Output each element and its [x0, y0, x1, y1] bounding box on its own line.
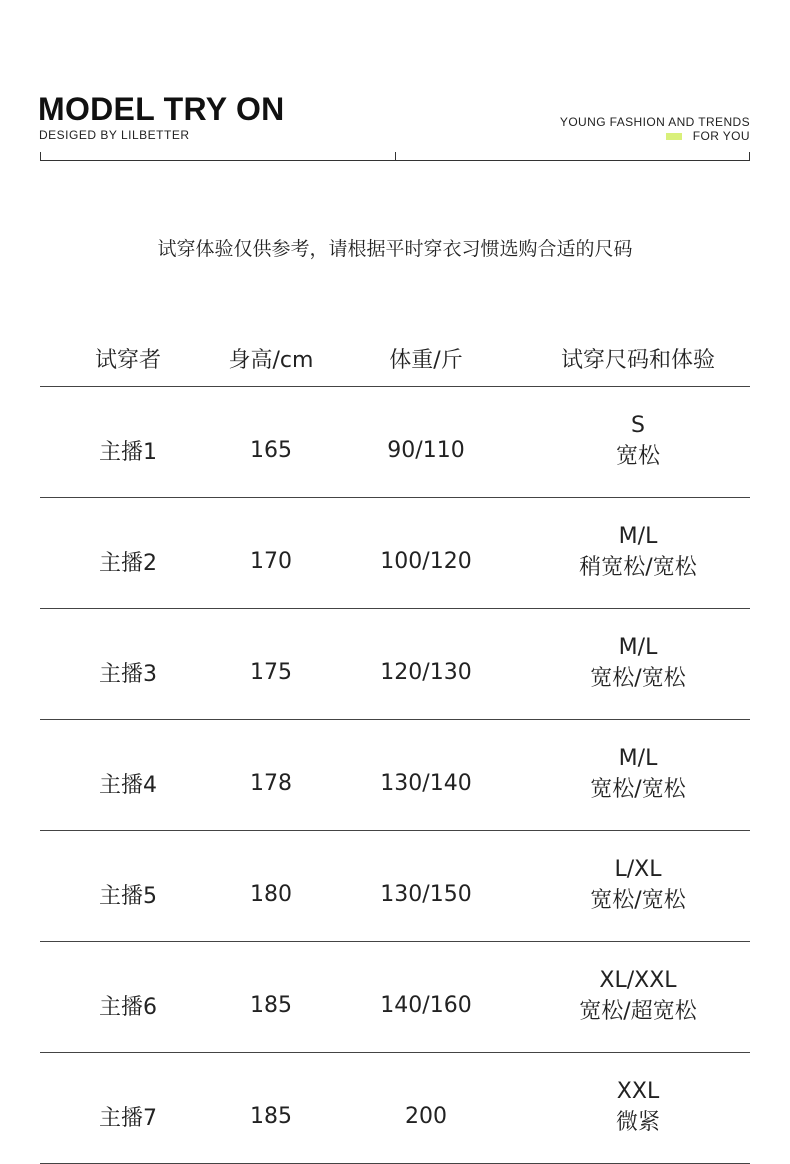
size-notice: 试穿体验仅供参考，请根据平时穿衣习惯选购合适的尺码 [157, 238, 633, 260]
tester-name: 主播7 [40, 1053, 216, 1164]
fit-value: 微紧 [615, 1110, 660, 1135]
column-header-weight: 体重/斤 [326, 330, 526, 387]
page-title: MODEL TRY ON [38, 91, 285, 127]
size-value: XXL [616, 1079, 660, 1105]
height-value: 178 [216, 720, 326, 831]
size-fit-cell [526, 387, 750, 498]
size-value: M/L [618, 746, 658, 772]
accent-bar [666, 133, 682, 140]
table-row [40, 720, 750, 831]
designer-credit: DESIGED BY LILBETTER [39, 128, 190, 142]
column-header-height: 身高/cm [216, 330, 326, 387]
size-fit-cell [526, 720, 750, 831]
fit-value: 宽松/超宽松 [579, 999, 697, 1024]
column-header-tester: 试穿者 [40, 330, 216, 387]
height-value: 185 [216, 942, 326, 1053]
divider-tick-right [749, 152, 750, 161]
weight-value: 200 [326, 1053, 526, 1164]
table-row [40, 1053, 750, 1164]
height-value: 170 [216, 498, 326, 609]
table-row [40, 831, 750, 942]
table-header-row [40, 330, 750, 387]
height-value: 175 [216, 609, 326, 720]
column-header-fit: 试穿尺码和体验 [526, 330, 750, 387]
size-value: S [631, 413, 645, 439]
weight-value: 130/150 [326, 831, 526, 942]
weight-value: 100/120 [326, 498, 526, 609]
size-value: XL/XXL [599, 968, 677, 994]
fit-value: 宽松 [615, 444, 660, 469]
height-value: 180 [216, 831, 326, 942]
size-value: L/XL [614, 857, 662, 883]
try-on-table [40, 330, 750, 1164]
divider-tick-middle [395, 152, 396, 161]
size-value: M/L [618, 524, 658, 550]
size-fit-cell [526, 1053, 750, 1164]
size-fit-cell [526, 498, 750, 609]
fit-value: 稍宽松/宽松 [579, 555, 697, 580]
weight-value: 90/110 [326, 387, 526, 498]
table-row [40, 387, 750, 498]
fit-value: 宽松/宽松 [590, 888, 686, 913]
tester-name: 主播3 [40, 609, 216, 720]
size-fit-cell [526, 609, 750, 720]
weight-value: 130/140 [326, 720, 526, 831]
tester-name: 主播1 [40, 387, 216, 498]
weight-value: 140/160 [326, 942, 526, 1053]
tester-name: 主播4 [40, 720, 216, 831]
height-value: 185 [216, 1053, 326, 1164]
tester-name: 主播6 [40, 942, 216, 1053]
fit-value: 宽松/宽松 [590, 666, 686, 691]
tagline-line-1: YOUNG FASHION AND TRENDS [559, 115, 750, 129]
size-value: M/L [618, 635, 658, 661]
tagline-line-2: FOR YOU [692, 129, 750, 143]
size-fit-cell [526, 942, 750, 1053]
tester-name: 主播2 [40, 498, 216, 609]
divider-tick-left [40, 152, 41, 161]
size-fit-cell [526, 831, 750, 942]
table-body [40, 387, 750, 1164]
height-value: 165 [216, 387, 326, 498]
weight-value: 120/130 [326, 609, 526, 720]
fit-value: 宽松/宽松 [590, 777, 686, 802]
table-row [40, 942, 750, 1053]
table-row [40, 609, 750, 720]
table-row [40, 498, 750, 609]
tester-name: 主播5 [40, 831, 216, 942]
